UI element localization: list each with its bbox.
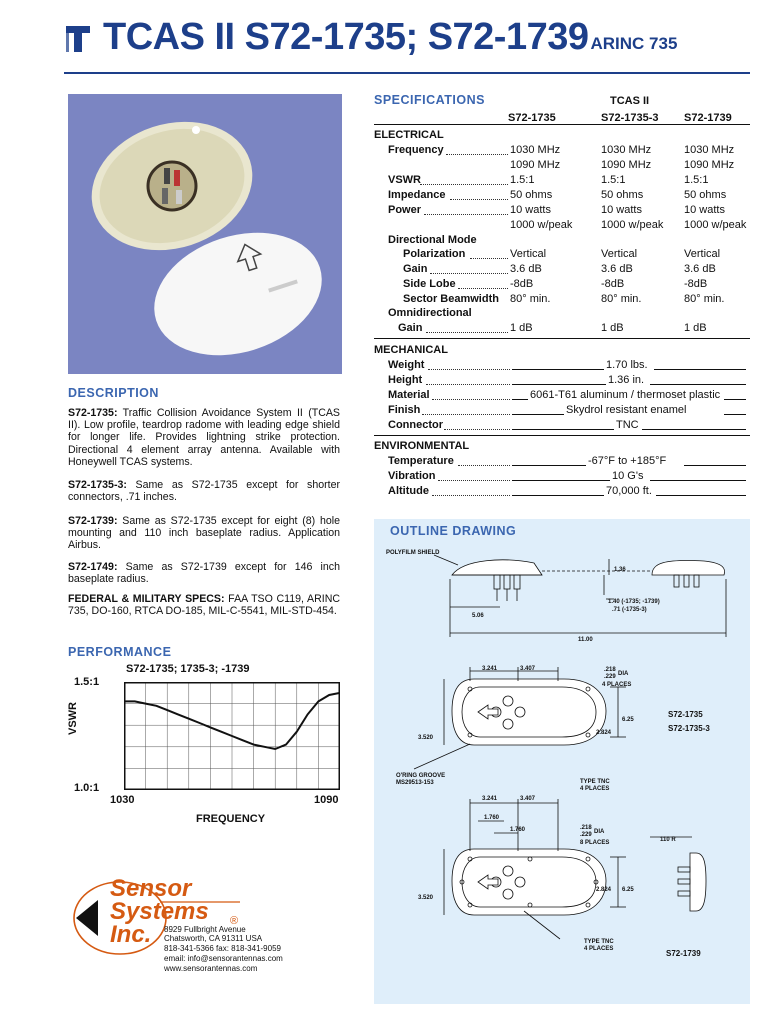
dot-leader xyxy=(458,456,510,466)
address-line-2: Chatsworth, CA 91311 USA xyxy=(164,934,263,943)
fill-line xyxy=(512,465,586,466)
connector-label: Connector xyxy=(388,419,443,431)
part-s72-1735-3: S72-1735-3 xyxy=(668,724,710,733)
title-text: TCAS II S72-1735; S72-1739 xyxy=(103,16,589,58)
dot-leader xyxy=(426,323,508,333)
dim-1760-b: 1.760 xyxy=(510,827,526,833)
logo-wedge-icon xyxy=(76,900,98,936)
polarization-label: Polarization xyxy=(403,248,466,260)
weight-value: 1.70 lbs. xyxy=(606,359,648,371)
fill-line xyxy=(656,495,746,496)
website-line[interactable]: www.sensorantennas.com xyxy=(164,964,258,973)
oring-label: O'RING GROOVE xyxy=(396,773,446,779)
frequency-v2: 1030 MHz xyxy=(601,144,652,156)
desc-lead: S72-1749: xyxy=(68,561,118,573)
impedance-v1: 50 ohms xyxy=(510,189,553,201)
product-photo xyxy=(68,94,342,374)
gain-v3: 3.6 dB xyxy=(684,263,716,275)
specifications-heading: SPECIFICATIONS xyxy=(374,93,485,107)
dim-3407-b: 3.407 xyxy=(520,796,536,802)
dot-leader xyxy=(428,360,510,370)
spec-rule-1 xyxy=(374,124,750,125)
temperature-label: Temperature xyxy=(388,455,454,467)
spec-rule-3 xyxy=(374,435,750,436)
x-axis-label: FREQUENCY xyxy=(196,813,266,825)
fill-line xyxy=(512,480,610,481)
power-v3: 10 watts xyxy=(684,204,725,216)
company-t-logo xyxy=(66,26,90,52)
desc-paragraph-2 xyxy=(68,479,340,503)
dim-625-a: 6.25 xyxy=(622,717,634,723)
fill-line xyxy=(654,369,746,370)
side-lobe-v3: -8dB xyxy=(684,278,708,290)
dim-3407-a: 3.407 xyxy=(520,666,536,672)
side-lobe-v1: -8dB xyxy=(510,278,534,290)
dim-136: 1.36 xyxy=(614,567,626,573)
omni-gain-v2: 1 dB xyxy=(601,322,624,334)
impedance-v2: 50 ohms xyxy=(601,189,644,201)
omni-gain-v3: 1 dB xyxy=(684,322,707,334)
part-s72-1739: S72-1739 xyxy=(666,949,701,958)
power-w3: 1000 w/peak xyxy=(684,219,747,231)
tcas-group-label: TCAS II xyxy=(610,95,650,107)
fill-line xyxy=(512,399,528,400)
vswr-chart xyxy=(124,682,340,790)
temperature-value: -67°F to +185°F xyxy=(588,455,667,467)
dia-2b: .229 xyxy=(580,832,592,838)
weight-label: Weight xyxy=(388,359,425,371)
outline-heading: OUTLINE DRAWING xyxy=(390,524,517,538)
sector-beamwidth-v1: 80° min. xyxy=(510,293,551,305)
polarization-v1: Vertical xyxy=(510,248,547,260)
polarization-v2: Vertical xyxy=(601,248,638,260)
sector-beamwidth-v3: 80° min. xyxy=(684,293,725,305)
dia-1a: .218 xyxy=(604,667,616,673)
dim-2824-a: 2.824 xyxy=(596,730,612,736)
dim-071: .71 (-1735-3) xyxy=(612,607,647,613)
dim-3241-b: 3.241 xyxy=(482,796,498,802)
vswr-v2: 1.5:1 xyxy=(601,174,626,186)
fill-line xyxy=(684,465,746,466)
dot-leader xyxy=(446,145,508,155)
phone-line: 818-341-5366 fax: 818-341-9059 xyxy=(164,944,281,953)
dot-leader xyxy=(444,420,510,430)
gain-v1: 3.6 dB xyxy=(510,263,542,275)
gain-label: Gain xyxy=(403,263,428,275)
ms-label: MS29513-153 xyxy=(396,780,434,786)
dot-leader xyxy=(458,279,508,289)
dim-3241-a: 3.241 xyxy=(482,666,498,672)
finish-value: Skydrol resistant enamel xyxy=(566,404,687,416)
vswr-v1: 1.5:1 xyxy=(510,174,535,186)
frequency-v3: 1030 MHz xyxy=(684,144,735,156)
vibration-label: Vibration xyxy=(388,470,436,482)
fill-line xyxy=(512,384,606,385)
dia-2a: .229 xyxy=(604,674,616,680)
desc-text: Same as S72-1735 except for shorter connectors, .71 inches. xyxy=(68,479,340,504)
finish-label: Finish xyxy=(388,404,421,416)
dim-506: 5.06 xyxy=(472,613,484,619)
mechanical-heading: MECHANICAL xyxy=(374,344,448,356)
environmental-heading: ENVIRONMENTAL xyxy=(374,440,470,452)
logo-word-sensor: Sensor xyxy=(110,875,192,902)
y-axis-label: VSWR xyxy=(67,702,79,735)
description-heading: DESCRIPTION xyxy=(68,386,159,400)
type-tnc-b: TYPE TNC xyxy=(584,939,614,945)
x-tick-left: 1030 xyxy=(110,794,135,806)
sector-beamwidth-label: Sector Beamwidth xyxy=(403,293,499,305)
part-s72-1735: S72-1735 xyxy=(668,710,703,719)
dim-3520-b: 3.520 xyxy=(418,895,434,901)
connector-value: TNC xyxy=(616,419,639,431)
frequency-w3: 1090 MHz xyxy=(684,159,735,171)
directional-mode-label: Directional Mode xyxy=(388,234,477,246)
x-tick-right: 1090 xyxy=(314,794,339,806)
desc-lead: S72-1735-3: xyxy=(68,479,127,491)
side-lobe-label: Side Lobe xyxy=(403,278,456,290)
frequency-w2: 1090 MHz xyxy=(601,159,652,171)
y-tick-top: 1.5:1 xyxy=(74,676,100,688)
desc-lead: S72-1735: xyxy=(68,407,118,419)
gain-v2: 3.6 dB xyxy=(601,263,633,275)
vswr-label: VSWR xyxy=(388,174,421,186)
type-tnc-a: TYPE TNC xyxy=(580,779,610,785)
power-w2: 1000 w/peak xyxy=(601,219,664,231)
dot-leader xyxy=(432,390,510,400)
dot-leader xyxy=(426,375,510,385)
desc-text: FAA TSO C119, ARINC 735, DO-160, RTCA DO-185, MIL-C-5541, MIL-STD-454. xyxy=(68,593,341,618)
vswr-v3: 1.5:1 xyxy=(684,174,709,186)
polyfilm-label: POLYFILM SHIELD xyxy=(386,550,440,556)
desc-lead: FEDERAL & MILITARY SPECS: xyxy=(68,593,225,605)
desc-text: Traffic Collision Avoidance System II (TCAS II). Low profile, teardrop radome with leading edge shield for longer life. Provides lightning strike protection. Directional 4 element array antenna. Available with Honeywell TCAS systems. xyxy=(68,407,340,468)
email-line[interactable]: email: info@sensorantennas.com xyxy=(164,954,283,963)
desc-lead: S72-1739: xyxy=(68,515,118,527)
altitude-value: 70,000 ft. xyxy=(606,485,652,497)
places-4-a: 4 PLACES xyxy=(602,682,632,688)
material-value: 6061-T61 aluminum / thermoset plastic xyxy=(530,389,721,401)
fill-line xyxy=(512,429,614,430)
dot-leader xyxy=(422,405,510,415)
power-v2: 10 watts xyxy=(601,204,642,216)
dim-1760-a: 1.760 xyxy=(484,815,500,821)
dim-2824-b: 2.824 xyxy=(596,887,612,893)
dim-3520-a: 3.520 xyxy=(418,735,434,741)
frequency-v1: 1030 MHz xyxy=(510,144,561,156)
power-v1: 10 watts xyxy=(510,204,551,216)
height-label: Height xyxy=(388,374,423,386)
places-4-b: 4 PLACES xyxy=(580,786,610,792)
chart-title: S72-1735; 1735-3; -1739 xyxy=(126,663,250,675)
fill-line xyxy=(724,414,746,415)
fill-line xyxy=(512,369,604,370)
desc-paragraph-5 xyxy=(68,593,340,617)
dot-leader xyxy=(432,486,510,496)
fill-line xyxy=(650,480,746,481)
impedance-v3: 50 ohms xyxy=(684,189,727,201)
power-label: Power xyxy=(388,204,422,216)
fill-line xyxy=(512,495,604,496)
fill-line xyxy=(512,414,564,415)
vibration-value: 10 G's xyxy=(612,470,644,482)
material-label: Material xyxy=(388,389,430,401)
omnidirectional-label: Omnidirectional xyxy=(388,307,472,319)
logo-word-inc: Inc. xyxy=(110,921,152,948)
col-header-1: S72-1735 xyxy=(508,112,556,124)
fill-line xyxy=(650,384,746,385)
dia-label-a: DIA xyxy=(618,671,629,677)
electrical-heading: ELECTRICAL xyxy=(374,129,444,141)
fill-line xyxy=(724,399,746,400)
omni-gain-label: Gain xyxy=(398,322,423,334)
logo-word-systems: Systems xyxy=(110,898,209,925)
dim-625-b: 6.25 xyxy=(622,887,634,893)
desc-text: Same as S72-1735 except for eight (8) hole mounting and 110 inch baseplate radius. Application Airbus. xyxy=(68,515,340,552)
desc-paragraph-4 xyxy=(68,561,340,585)
altitude-label: Altitude xyxy=(388,485,429,497)
col-header-3: S72-1739 xyxy=(684,112,732,124)
dot-leader xyxy=(450,190,508,200)
logo-registered: ® xyxy=(230,915,239,927)
fill-line xyxy=(642,429,746,430)
dot-leader xyxy=(438,471,510,481)
desc-paragraph-1 xyxy=(68,407,340,468)
desc-paragraph-3 xyxy=(68,515,340,552)
col-header-2: S72-1735-3 xyxy=(601,112,659,124)
outline-drawing-panel xyxy=(374,519,750,1004)
omni-gain-v1: 1 dB xyxy=(510,322,533,334)
y-tick-bottom: 1.0:1 xyxy=(74,782,100,794)
height-value: 1.36 in. xyxy=(608,374,645,386)
dim-140: 1.40 (-1735; -1739) xyxy=(608,599,660,605)
frequency-w1: 1090 MHz xyxy=(510,159,561,171)
side-lobe-v2: -8dB xyxy=(601,278,625,290)
impedance-label: Impedance xyxy=(388,189,446,201)
dia-1b: .218 xyxy=(580,825,592,831)
title-suffix: ARINC 735 xyxy=(590,34,678,53)
outline-drawing xyxy=(374,519,750,1004)
places-4-c: 4 PLACES xyxy=(584,946,614,952)
page-title xyxy=(103,16,677,59)
frequency-label: Frequency xyxy=(388,144,444,156)
power-w1: 1000 w/peak xyxy=(510,219,573,231)
dot-leader xyxy=(420,175,508,185)
dot-leader xyxy=(424,205,508,215)
polarization-v3: Vertical xyxy=(684,248,721,260)
dim-1100: 11.00 xyxy=(578,637,593,643)
dot-leader xyxy=(430,264,508,274)
spec-rule-2 xyxy=(374,338,750,339)
address-line-1: 8929 Fullbright Avenue xyxy=(164,925,246,934)
sector-beamwidth-v2: 80° min. xyxy=(601,293,642,305)
dot-leader xyxy=(470,249,508,259)
desc-text: Same as S72-1739 except for 146 inch baseplate radius. xyxy=(68,561,340,586)
places-8: 8 PLACES xyxy=(580,840,610,846)
dia-label-b: DIA xyxy=(594,829,605,835)
performance-heading: PERFORMANCE xyxy=(68,645,172,659)
title-rule xyxy=(64,72,750,74)
radius-110: 110 R xyxy=(660,837,676,843)
